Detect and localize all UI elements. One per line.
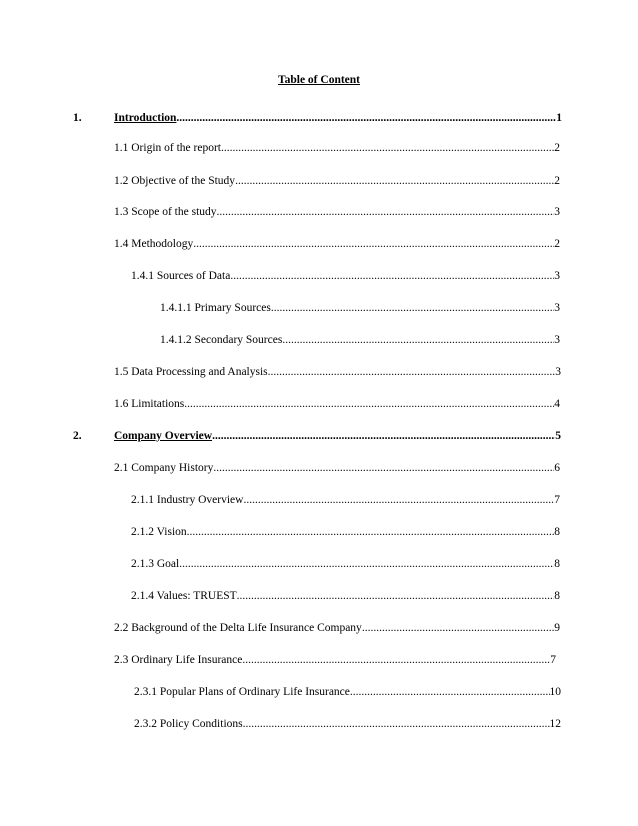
toc-entry-page: 6 xyxy=(554,462,560,474)
toc-entry[interactable] xyxy=(131,524,560,540)
leader-dots xyxy=(242,652,550,668)
toc-entry-title: 1.4.1.1 Primary Sources xyxy=(160,302,271,314)
toc-entry[interactable] xyxy=(114,460,560,476)
toc-entry[interactable] xyxy=(131,492,560,508)
leader-dots xyxy=(243,492,554,508)
toc-entry-title: 1.2 Objective of the Study xyxy=(114,175,236,187)
leader-dots xyxy=(179,556,554,572)
section-number: 1. xyxy=(73,112,82,124)
toc-entry-title: 2.1.2 Vision xyxy=(131,526,187,538)
toc-entry-page: 8 xyxy=(554,558,560,570)
toc-entry-title: 1.3 Scope of the study xyxy=(114,206,217,218)
leader-dots xyxy=(176,110,556,126)
toc-entry-introduction[interactable] xyxy=(114,110,562,126)
toc-entry[interactable] xyxy=(114,652,556,668)
toc-entry-page: 3 xyxy=(554,270,560,282)
leader-dots xyxy=(237,588,555,604)
toc-entry-page: 3 xyxy=(555,366,561,378)
leader-dots xyxy=(271,300,554,316)
leader-dots xyxy=(235,173,554,189)
leader-dots xyxy=(362,620,554,636)
toc-entry-title: 2.1.3 Goal xyxy=(131,558,180,570)
toc-entry[interactable] xyxy=(160,300,560,316)
toc-entry-title: 2.1.4 Values: TRUEST xyxy=(131,590,237,602)
leader-dots xyxy=(184,396,554,412)
toc-entry-page: 8 xyxy=(554,590,560,602)
toc-entry-page: 7 xyxy=(554,494,560,506)
toc-entry-title: 2.1 Company History xyxy=(114,462,214,474)
leader-dots xyxy=(213,460,554,476)
toc-entry-page: 3 xyxy=(554,302,560,314)
leader-dots xyxy=(282,332,554,348)
toc-entry-page: 2 xyxy=(554,142,560,154)
toc-entry-title: Introduction xyxy=(114,112,177,124)
toc-entry-title: 1.4 Methodology xyxy=(114,238,194,250)
toc-entry-title: Company Overview xyxy=(114,430,213,442)
toc-entry[interactable] xyxy=(131,588,560,604)
toc-entry-page: 10 xyxy=(549,686,561,698)
toc-entry-title: 1.1 Origin of the report xyxy=(114,142,221,154)
toc-entry-page: 4 xyxy=(554,398,560,410)
toc-entry[interactable] xyxy=(114,204,560,220)
leader-dots xyxy=(217,204,555,220)
page-title: Table of Content xyxy=(278,74,360,86)
toc-entry[interactable] xyxy=(114,173,560,189)
toc-entry[interactable] xyxy=(114,396,560,412)
toc-entry-title: 2.3.2 Policy Conditions xyxy=(134,718,243,730)
toc-entry-title: 1.4.1.2 Secondary Sources xyxy=(160,334,283,346)
section-number: 2. xyxy=(73,430,82,442)
toc-entry-page: 2 xyxy=(554,175,560,187)
toc-entry-title: 2.3.1 Popular Plans of Ordinary Life Insurance xyxy=(134,686,350,698)
leader-dots xyxy=(230,268,554,284)
toc-entry[interactable] xyxy=(160,332,560,348)
leader-dots xyxy=(193,236,554,252)
leader-dots xyxy=(350,684,550,700)
leader-dots xyxy=(187,524,555,540)
toc-entry-title: 1.5 Data Processing and Analysis xyxy=(114,366,268,378)
toc-entry-title: 2.1.1 Industry Overview xyxy=(131,494,244,506)
leader-dots xyxy=(268,364,556,380)
toc-entry-title: 1.4.1 Sources of Data xyxy=(131,270,231,282)
toc-entry-page: 8 xyxy=(554,526,560,538)
toc-entry[interactable] xyxy=(114,620,560,636)
toc-entry[interactable] xyxy=(114,140,560,156)
toc-entry-page: 2 xyxy=(554,238,560,250)
toc-entry-page: 9 xyxy=(554,622,560,634)
toc-entry[interactable] xyxy=(131,268,560,284)
toc-entry-page: 1 xyxy=(556,112,562,124)
toc-entry-page: 5 xyxy=(555,430,561,442)
toc-entry-page: 12 xyxy=(549,718,561,730)
leader-dots xyxy=(221,140,554,156)
toc-entry-title: 2.3 Ordinary Life Insurance xyxy=(114,654,243,666)
toc-entry-page: 3 xyxy=(554,206,560,218)
toc-entry-company-overview[interactable] xyxy=(114,428,561,444)
toc-entry-page: 3 xyxy=(554,334,560,346)
leader-dots xyxy=(212,428,555,444)
toc-entry[interactable] xyxy=(134,684,561,700)
toc-entry[interactable] xyxy=(134,716,561,732)
toc-entry-page: 7 xyxy=(550,654,556,666)
toc-entry[interactable] xyxy=(114,236,560,252)
leader-dots xyxy=(243,716,550,732)
toc-entry[interactable] xyxy=(131,556,560,572)
toc-entry[interactable] xyxy=(114,364,561,380)
toc-entry-title: 1.6 Limitations xyxy=(114,398,185,410)
toc-entry-title: 2.2 Background of the Delta Life Insurance Company xyxy=(114,622,362,634)
